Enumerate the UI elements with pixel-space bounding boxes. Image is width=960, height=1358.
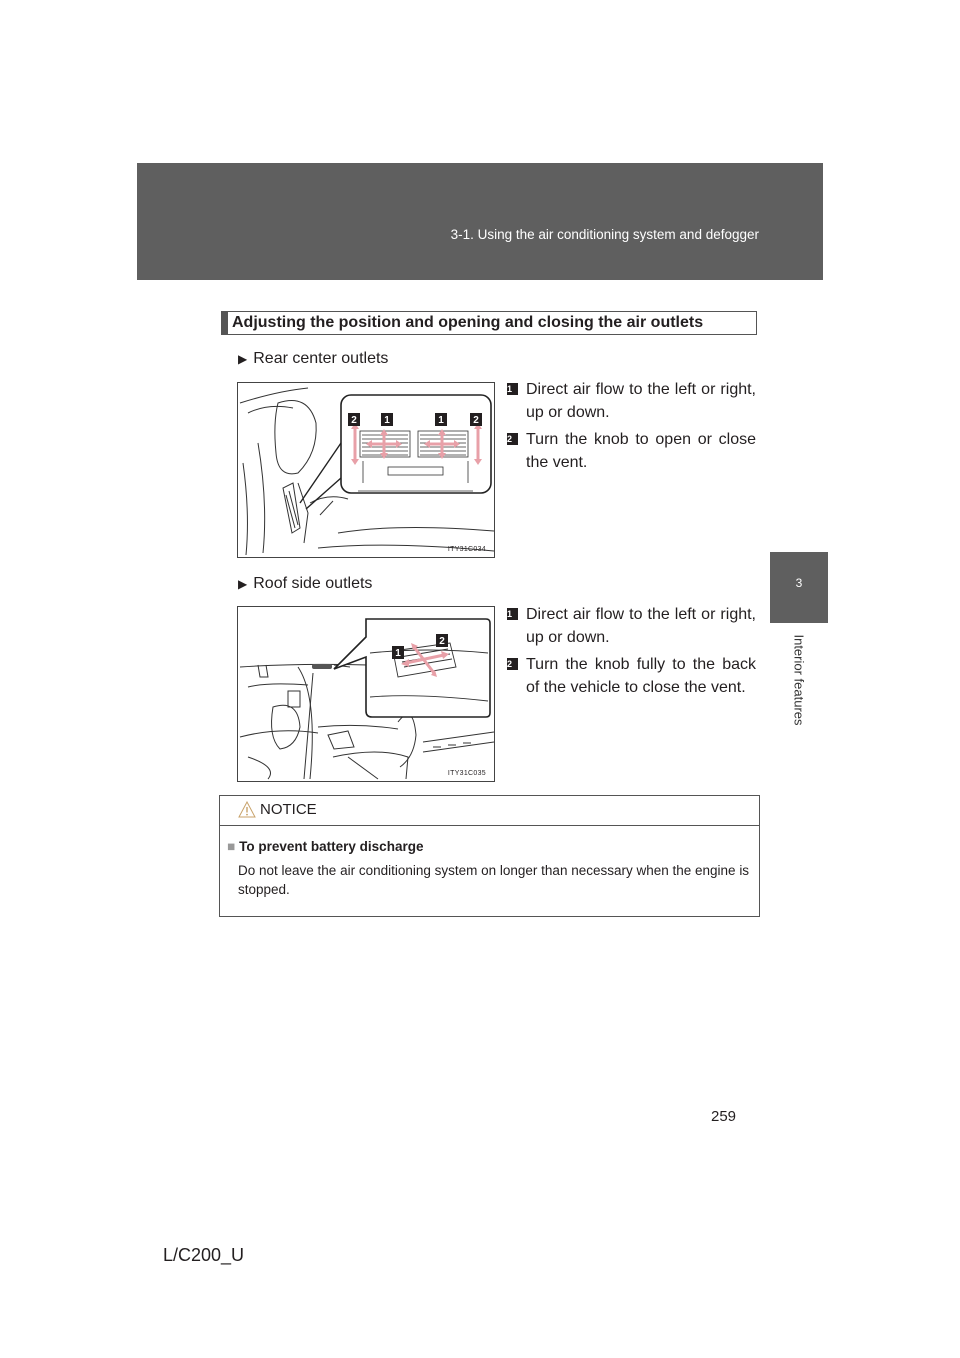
notice-header [220,796,759,826]
svg-text:2: 2 [351,415,357,426]
notice-box [219,795,760,917]
page-number: 259 [711,1108,737,1125]
list-item-text: Direct air flow to the left or right, up or down. [526,381,756,421]
roof-side-description [506,603,756,703]
roof-side-title: Roof side outlets [253,575,373,592]
list-item-text: Turn the knob to open or close the vent. [526,431,756,471]
rear-center-figure-code: ITY31C034 [447,546,486,553]
list-item-text: Direct air flow to the left or right, up or down. [526,606,756,646]
list-item [506,603,756,649]
rear-center-subheading [238,350,388,368]
roof-side-subheading [238,575,372,593]
list-item-text: Turn the knob fully to the back of the vehicle to close the vent. [526,656,756,696]
footer-code: L/C200_U [163,1245,245,1265]
list-item [506,378,756,424]
rear-center-description [506,378,756,478]
notice-body [220,826,759,899]
callout-badge: 2 [507,433,518,445]
callout-badge: 2 [507,658,518,670]
chapter-tab-number: 3 [795,576,803,590]
callout-badge: 1 [507,383,518,395]
list-item [506,653,756,699]
rear-center-figure [237,382,495,558]
notice-text: Do not leave the air conditioning system on longer than necessary when the engine is stopped. [238,863,750,897]
section-heading: Adjusting the position and opening and closing the air outlets [221,311,757,335]
rear-center-title: Rear center outlets [253,350,389,367]
header-band [137,163,823,280]
svg-text:2: 2 [473,415,479,426]
chapter-tab[interactable] [770,552,828,623]
svg-text:1: 1 [438,415,444,426]
svg-text:1: 1 [384,415,390,426]
triangle-bullet-icon: ▶ [238,352,248,366]
square-bullet-icon: ■ [227,839,236,854]
roof-side-figure-code: ITY31C035 [447,770,486,777]
svg-text:2: 2 [439,636,445,647]
list-item [506,428,756,474]
notice-title: NOTICE [260,801,317,818]
notice-subheading [227,839,759,854]
svg-text:1: 1 [395,648,401,659]
chapter-tab-label [770,625,828,735]
chapter-tab-label-text: Interior features [791,634,807,726]
roof-side-illustration [238,607,495,782]
triangle-bullet-icon: ▶ [238,577,248,591]
roof-side-figure [237,606,495,782]
warning-triangle-icon [238,801,256,818]
rear-center-illustration [238,383,495,558]
chapter-section-title: 3-1. Using the air conditioning system and defogger [450,227,759,242]
notice-subheading-text: To prevent battery discharge [239,839,424,854]
callout-badge: 1 [507,608,518,620]
